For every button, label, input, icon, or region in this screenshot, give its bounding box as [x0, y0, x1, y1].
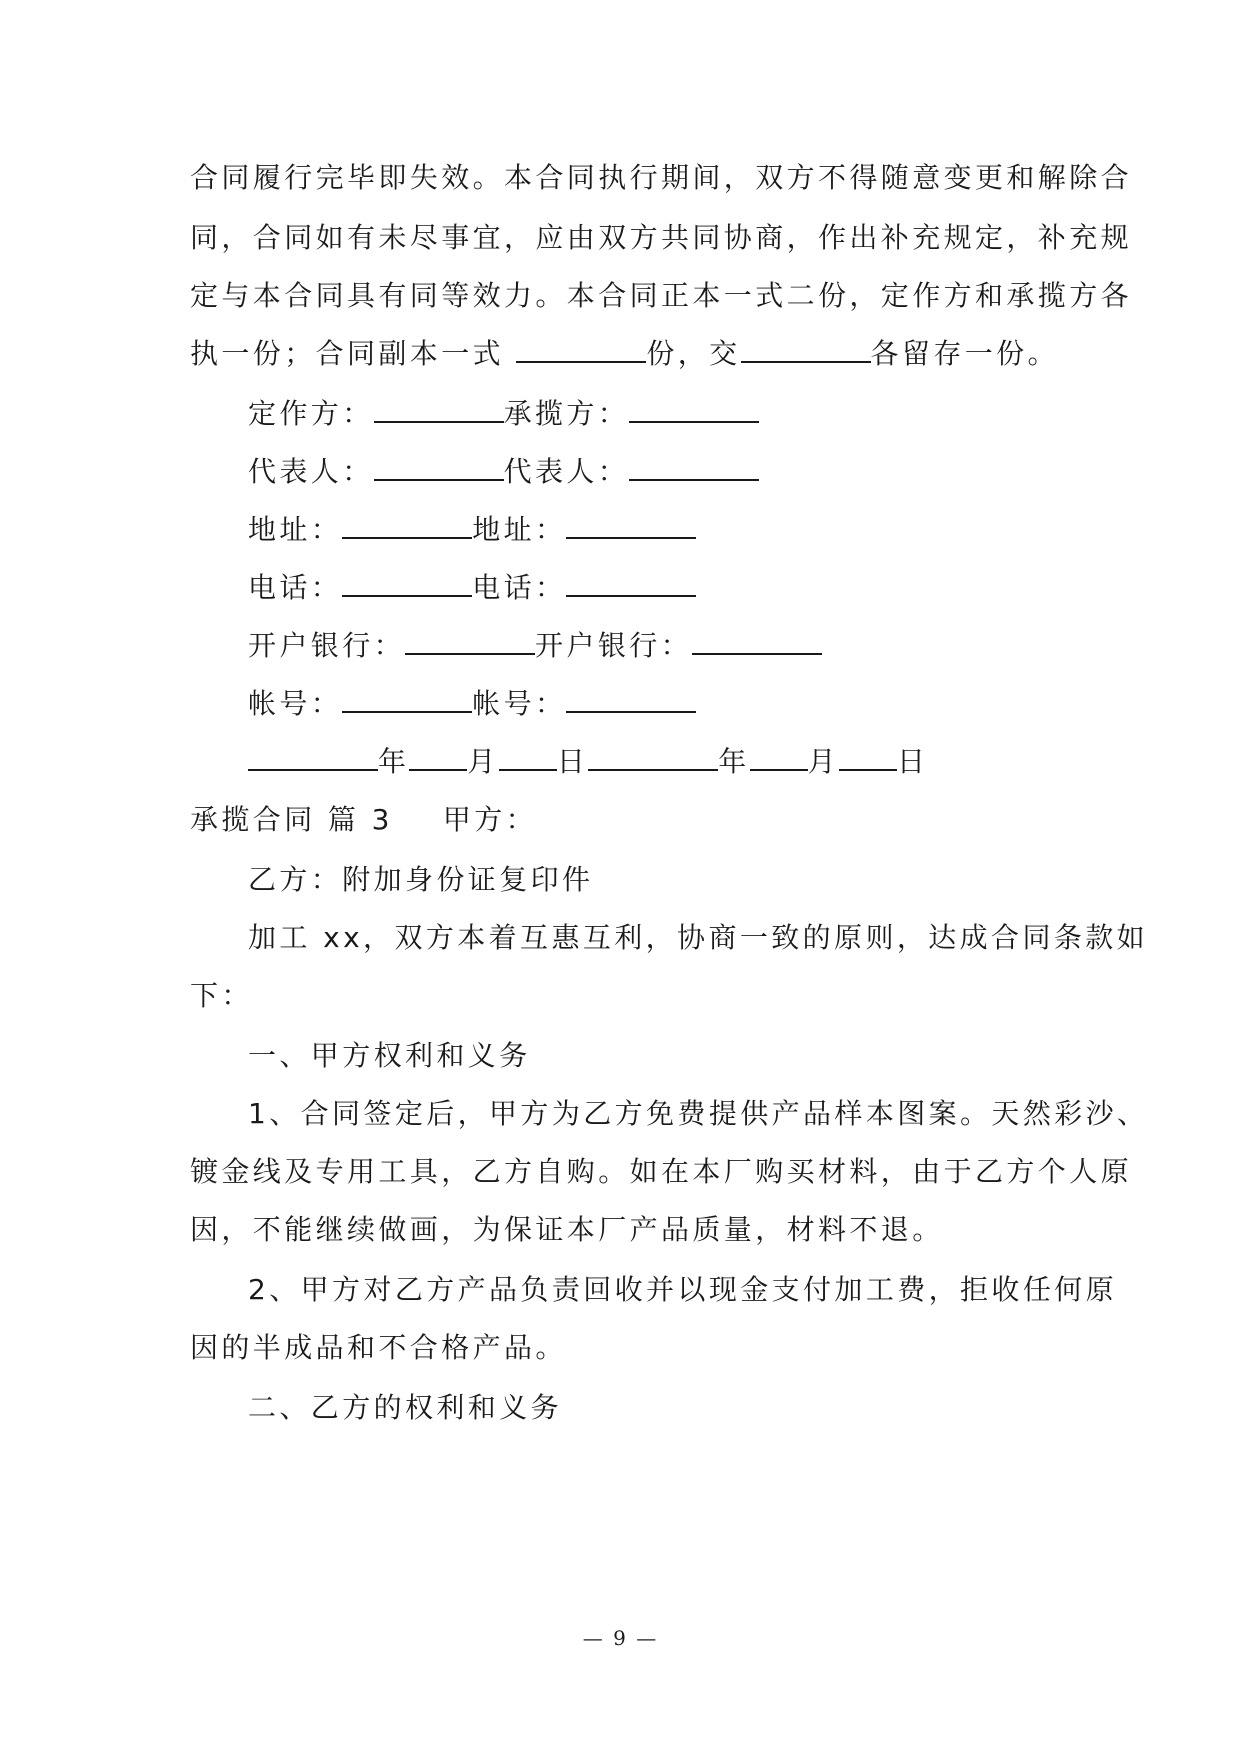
copies-unit: 份，交	[646, 337, 741, 370]
paragraph-line: 下：	[190, 979, 253, 1012]
account-label: 帐号：	[472, 687, 567, 720]
paragraph-line: 镀金线及专用工具，乙方自购。如在本厂购买材料，由于乙方个人原	[190, 1155, 1133, 1188]
address-label: 地址：	[248, 513, 343, 546]
representative-label: 代表人：	[248, 455, 374, 488]
copies-tail: 各留存一份。	[870, 337, 1059, 370]
paragraph-line: 同，合同如有未尽事宜，应由双方共同协商，作出补充规定，补充规	[190, 221, 1133, 254]
paragraph-line: 定与本合同具有同等效力。本合同正本一式二份，定作方和承揽方各	[190, 279, 1133, 312]
party-a-label: 甲方：	[442, 803, 538, 836]
address-blank	[566, 511, 696, 539]
year-label: 年	[378, 745, 410, 778]
ding-zuo-fang-blank	[374, 395, 504, 423]
section-heading	[190, 800, 537, 840]
day-blank	[499, 743, 557, 771]
day-label: 日	[897, 745, 929, 778]
signature-row-party	[248, 394, 759, 434]
copies-text: 执一份；合同副本一式	[190, 337, 517, 370]
year-blank	[248, 743, 378, 771]
bank-blank	[692, 627, 822, 655]
day-label: 日	[556, 745, 589, 778]
year-label: 年	[718, 745, 750, 778]
signature-row-phone	[248, 568, 696, 608]
paragraph-line: 2、甲方对乙方产品负责回收并以现金支付加工费，拒收任何原	[248, 1273, 1118, 1306]
paragraph-line: 因的半成品和不合格产品。	[190, 1331, 567, 1364]
month-blank	[750, 743, 808, 771]
page-number: — 9 —	[582, 1626, 659, 1650]
cheng-lan-fang-label: 承揽方：	[503, 397, 630, 430]
ding-zuo-fang-label: 定作方：	[248, 397, 374, 430]
phone-label: 电话：	[248, 571, 343, 604]
bank-blank	[405, 627, 535, 655]
paragraph-line: 合同履行完毕即失效。本合同执行期间，双方不得随意变更和解除合	[190, 161, 1133, 194]
representative-label: 代表人：	[503, 455, 630, 488]
signature-row-address	[248, 510, 696, 550]
copies-recipient-blank	[741, 335, 871, 363]
phone-blank	[342, 569, 472, 597]
account-blank	[342, 685, 472, 713]
month-label: 月	[467, 745, 499, 778]
cheng-lan-fang-blank	[629, 395, 759, 423]
bank-label: 开户银行：	[248, 629, 406, 662]
paragraph-line: 因，不能继续做画，为保证本厂产品质量，材料不退。	[190, 1213, 944, 1246]
clause-heading: 二、乙方的权利和义务	[248, 1391, 563, 1424]
address-blank	[342, 511, 472, 539]
signature-row-bank	[248, 626, 822, 666]
day-blank	[839, 743, 897, 771]
month-blank	[409, 743, 467, 771]
paragraph-line: 加工 xx，双方本着互惠互利，协商一致的原则，达成合同条款如	[248, 921, 1149, 954]
signature-row-representative	[248, 452, 759, 492]
bank-label: 开户银行：	[535, 629, 693, 662]
year-blank	[588, 743, 718, 771]
section-title: 承揽合同 篇 3	[190, 803, 393, 836]
paragraph-line	[190, 334, 1059, 374]
clause-heading: 一、甲方权利和义务	[248, 1039, 531, 1072]
account-blank	[566, 685, 696, 713]
account-label: 帐号：	[248, 687, 343, 720]
representative-blank	[374, 453, 504, 481]
phone-blank	[566, 569, 696, 597]
signature-row-account	[248, 684, 696, 724]
copies-count-blank	[516, 335, 646, 363]
month-label: 月	[807, 745, 840, 778]
paragraph-line: 1、合同签定后，甲方为乙方免费提供产品样本图案。天然彩沙、	[248, 1097, 1149, 1130]
signature-row-date	[248, 742, 928, 782]
address-label: 地址：	[472, 513, 567, 546]
phone-label: 电话：	[472, 571, 567, 604]
party-b-line: 乙方：附加身份证复印件	[248, 863, 594, 896]
representative-blank	[629, 453, 759, 481]
